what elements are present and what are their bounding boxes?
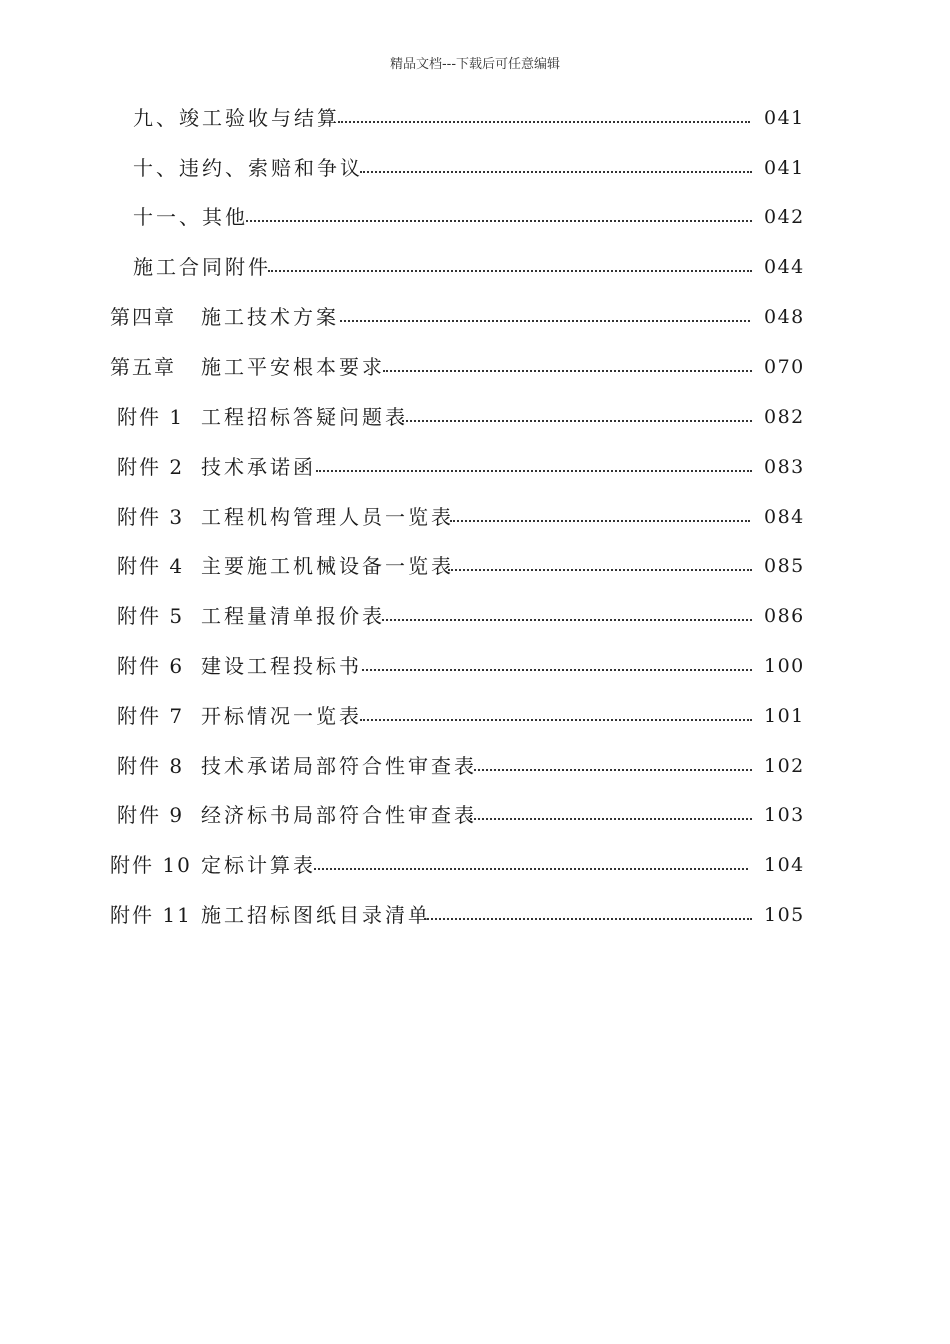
toc-leader-dots <box>448 569 752 571</box>
toc-entry-page: 104 <box>764 854 805 876</box>
toc-entry-prefix: 附件 1 <box>117 405 185 429</box>
toc-entry-prefix: 附件 8 <box>117 754 185 778</box>
toc-entry-prefix: 附件 2 <box>117 455 185 479</box>
toc-entry-page: 083 <box>764 456 805 478</box>
page-header: 精品文档---下载后可任意编辑 <box>389 57 561 72</box>
toc-entry-prefix: 附件 5 <box>117 604 185 628</box>
toc-entry[interactable] <box>0 845 950 885</box>
toc-entry[interactable] <box>0 646 950 686</box>
toc-entry-prefix: 第四章 <box>110 305 176 329</box>
toc-entry-page: 100 <box>764 655 805 677</box>
toc-leader-dots <box>340 320 750 322</box>
toc-entry-page: 070 <box>764 356 805 378</box>
toc-entry-title: 工程招标答疑问题表 <box>201 397 408 437</box>
toc-entry-prefix: 附件 3 <box>117 505 185 529</box>
toc-entry-page: 041 <box>764 107 805 129</box>
toc-entry-page: 086 <box>764 605 805 627</box>
toc-entry-title: 工程量清单报价表 <box>201 596 385 636</box>
toc-entry-title: 主要施工机械设备一览表 <box>201 546 454 586</box>
toc-entry-title: 施工招标图纸目录清单 <box>201 895 431 935</box>
toc-entry-page: 085 <box>764 555 805 577</box>
toc-entry[interactable] <box>0 347 950 387</box>
toc-entry-title: 开标情况一览表 <box>201 696 362 736</box>
toc-entry-title: 施工平安根本要求 <box>201 347 385 387</box>
toc-entry[interactable] <box>0 98 950 138</box>
toc-leader-dots <box>450 520 750 522</box>
toc-entry[interactable] <box>0 397 950 437</box>
toc-entry-title: 经济标书局部符合性审查表 <box>201 795 477 835</box>
toc-entry[interactable] <box>0 895 950 935</box>
toc-entry-title: 十、违约、索赔和争议 <box>133 148 363 188</box>
toc-entry-page: 102 <box>764 755 805 777</box>
toc-leader-dots <box>382 619 752 621</box>
toc-entry-prefix: 附件 6 <box>117 654 185 678</box>
toc-entry-prefix: 附件 7 <box>117 704 185 728</box>
toc-leader-dots <box>268 270 752 272</box>
toc-entry-title: 技术承诺函 <box>201 447 316 487</box>
toc-entry[interactable] <box>0 546 950 586</box>
toc-entry[interactable] <box>0 247 950 287</box>
toc-entry-page: 048 <box>764 306 805 328</box>
toc-entry-prefix: 附件 10 <box>110 853 192 877</box>
toc-entry-page: 042 <box>764 206 805 228</box>
toc-entry-page: 101 <box>764 705 805 727</box>
toc-entry[interactable] <box>0 297 950 337</box>
toc-leader-dots <box>362 669 752 671</box>
toc-entry[interactable] <box>0 447 950 487</box>
toc-leader-dots <box>338 121 750 123</box>
toc-entry-prefix: 附件 4 <box>117 554 185 578</box>
toc-entry-page: 044 <box>764 256 805 278</box>
toc-entry-title: 技术承诺局部符合性审查表 <box>201 746 477 786</box>
toc-leader-dots <box>360 719 752 721</box>
toc-entry-page: 082 <box>764 406 805 428</box>
toc-entry[interactable] <box>0 596 950 636</box>
toc-entry-prefix: 第五章 <box>110 355 176 379</box>
toc-leader-dots <box>424 918 752 920</box>
toc-entry-page: 103 <box>764 804 805 826</box>
toc-leader-dots <box>383 370 752 372</box>
toc-entry-title: 十一、其他 <box>133 197 248 237</box>
toc-entry[interactable] <box>0 197 950 237</box>
toc-leader-dots <box>474 769 752 771</box>
toc-entry-title: 建设工程投标书 <box>201 646 362 686</box>
toc-entry-title: 施工合同附件 <box>133 247 271 287</box>
toc-entry-prefix: 附件 9 <box>117 803 185 827</box>
toc-entry[interactable] <box>0 696 950 736</box>
toc-entry-title: 工程机构管理人员一览表 <box>201 497 454 537</box>
toc-leader-dots <box>316 470 752 472</box>
toc-entry-page: 084 <box>764 506 805 528</box>
toc-entry-prefix: 附件 11 <box>110 903 192 927</box>
toc-leader-dots <box>360 171 752 173</box>
toc-entry-title: 九、竣工验收与结算 <box>133 98 340 138</box>
toc-leader-dots <box>314 868 748 870</box>
toc-entry-title: 定标计算表 <box>201 845 316 885</box>
toc-entry-title: 施工技术方案 <box>201 297 339 337</box>
toc-entry-page: 041 <box>764 157 805 179</box>
toc-leader-dots <box>246 220 752 222</box>
toc-entry[interactable] <box>0 497 950 537</box>
toc-entry[interactable] <box>0 795 950 835</box>
toc-entry[interactable] <box>0 746 950 786</box>
toc-leader-dots <box>470 818 752 820</box>
toc-entry-page: 105 <box>764 904 805 926</box>
toc-entry[interactable] <box>0 148 950 188</box>
toc-leader-dots <box>402 420 752 422</box>
